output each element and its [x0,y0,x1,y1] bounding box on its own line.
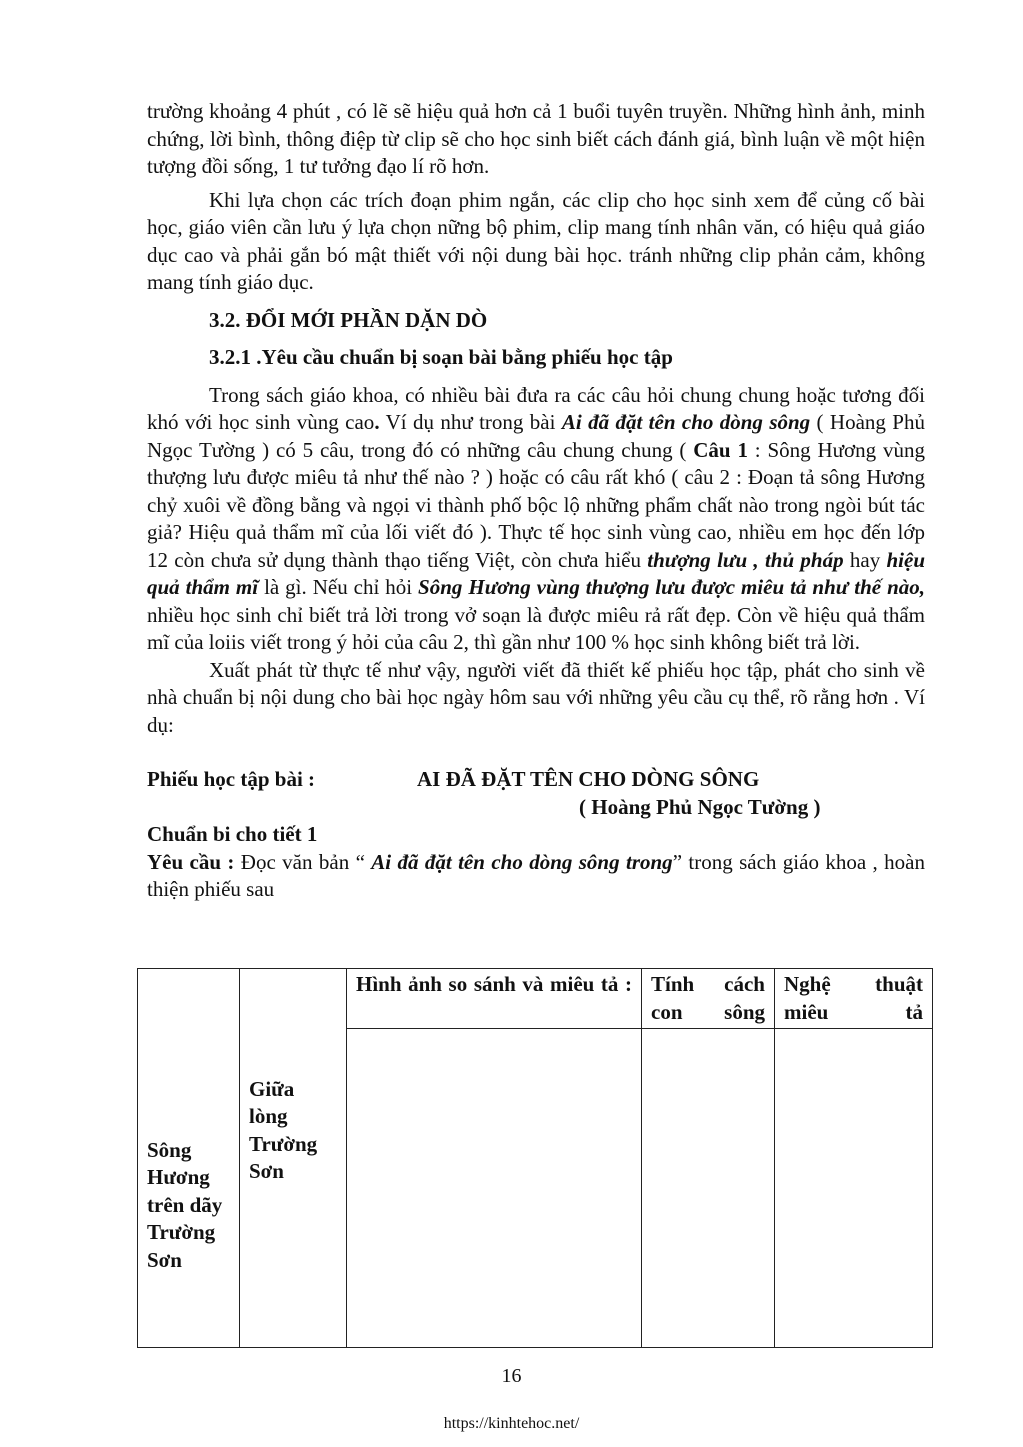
worksheet-author: ( Hoàng Phủ Ngọc Tường ) [579,794,821,819]
worksheet-prep: Chuẩn bi cho tiết 1 [147,822,318,846]
answer-cell-technique[interactable] [775,1029,933,1348]
term-emphasis: hiệu quả thẩm mĩ [147,547,925,599]
paragraph-4: Xuất phát từ thực tế như vậy, người viết đã thiết kế phiếu học tập, phát cho sinh về nhà chuẩn bị nội dung cho bài học ngày hôm sau với những yêu cầu cụ thể, rõ rằng hơn . Ví dụ: [147,657,925,737]
header-cell-character: Tính cách con sông [642,969,775,1029]
footer-url[interactable]: https://kinhtehoc.net/ [443,1415,580,1432]
worksheet-label: Phiếu học tập bài : [147,767,316,791]
row-label-cell-2 [240,969,347,1348]
page-number: 16 [501,1365,522,1387]
worksheet-requirement [147,849,925,904]
question-emphasis: Sông Hương vùng thượng lưu được miêu tả như thế nào, [418,575,925,599]
answer-cell-images[interactable] [347,1029,642,1348]
section-heading-3-2-1: 3.2.1 .Yêu cầu chuẩn bị soạn bài bằng phiếu học tập [209,345,673,369]
text-run: nhiều học sinh chỉ biết trả lời trong vở soạn là được miêu rả rất đẹp. Còn về hiệu quả thẩm mĩ của loiis viết trong ý hỏi của câu 2, thì gần như 100 % học sinh không biết trả lời. [147,602,925,654]
text-run: hay [843,547,887,572]
term-emphasis: thượng lưu , thủ pháp [647,547,844,572]
row-label-cell-1 [138,969,240,1348]
worksheet-table [137,968,933,1348]
text-run: là gì. Nếu chỉ hỏi [258,575,419,599]
table-header-row [138,969,933,1029]
header-cell-images: Hình ảnh so sánh và miêu tả : [347,969,642,1029]
requirement-label: Yêu cầu : [147,849,235,874]
text-run: ” trong sách giáo khoa , hoàn thiện phiếu sau [147,849,925,901]
document-body [147,98,925,904]
text-run: Đọc văn bản “ [234,849,372,874]
worksheet-title-line [147,766,925,794]
answer-cell-character[interactable] [642,1029,775,1348]
text-run: Ví dụ như trong bài [379,410,562,434]
paragraph-3 [147,382,925,657]
row-label-1: Sông Hương trên dãy Trường Sơn [147,1137,223,1272]
section-heading-3-2: 3.2. ĐỔI MỚI PHẦN DẶN DÒ [209,307,488,332]
paragraph-2: Khi lựa chọn các trích đoạn phim ngắn, các clip cho học sinh xem để củng cố bài học, giáo viên cần lưu ý lựa chọn nững bộ phim, clip mang tính nhân văn, có hiệu quả giáo dục cao và phải gắn bó mật thiết với nội dung bài học. tránh những clip phản cảm, không mang tính giáo dục. [147,187,925,294]
text-run: ( Hoàng Phủ Ngọc Tường ) có 5 câu, trong đó có những câu chung chung ( [147,410,925,462]
lesson-title-emphasis: Ai đã đặt tên cho dòng sông trong [371,849,673,874]
row-label-2: Giữa lòng Trường Sơn [249,1076,318,1183]
header-cell-technique: Nghệ thuật miêu tả [775,969,933,1029]
text-run: : Sông Hương vùng thượng lưu được miêu tả như thế nào ? ) hoặc có câu rất khó ( câu 2 : Đoạn tả sông Hương chỷ xuôi về đồng bằng và ngọi vi thành phố bộc lộ những phẩm chất nào trong ngòi bút tác giả? Hiệu quả thẩm mĩ của lối viết đó ). Thực tế học sinh vùng cao, nhiều em học đến lớp 12 còn chưa sử dụng thành thạo tiếng Việt, còn chưa hiểu [147,437,925,572]
lesson-title-emphasis: Ai đã đặt tên cho dòng sông [561,410,811,434]
question-label: Câu 1 [693,437,748,462]
text-run: . [374,410,380,434]
paragraph-1: trường khoảng 4 phút , có lẽ sẽ hiệu quả hơn cả 1 buổi tuyên truyền. Những hình ảnh, minh chứng, lời bình, thông điệp từ clip sẽ cho học sinh biết cách đánh giá, bình luận về một hiện tượng đồi sống, 1 tư tưởng đạo lí rõ hơn. [147,99,925,178]
worksheet-title: AI ĐÃ ĐẶT TÊN CHO DÒNG SÔNG [417,767,760,791]
text-run: Trong sách giáo khoa, có nhiều bài đưa ra các câu hỏi chung chung hoặc tương đối khó với học sinh vùng cao [147,382,925,434]
